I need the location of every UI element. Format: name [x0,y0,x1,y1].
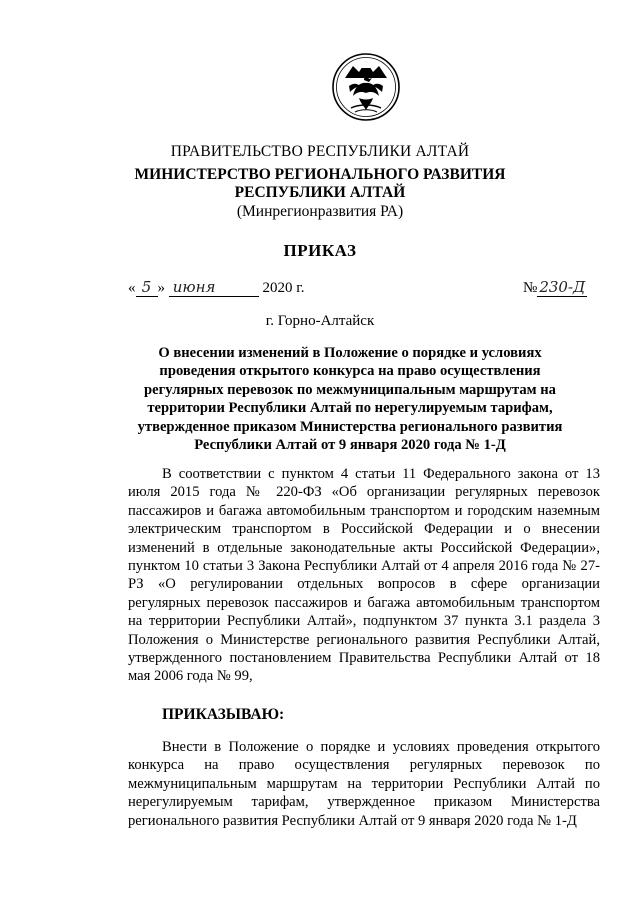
date-open-quote: « [128,280,136,296]
ministry-short-name: (Минрегионразвития РА) [236,203,404,220]
order-subject: О внесении изменений в Положение о порядке и условиях проведения открытого конкурса на право осуществления регулярных перевозок по межмуниципальным маршрутам на территории Республики Алтай по нерегулируемым тарифам, утвержденное приказом Министерства регионального развития Республики Алтай от 9 января 2020 года № 1-Д [137,345,563,454]
order-number [523,278,587,297]
document-type-title: ПРИКАЗ [283,241,357,260]
number-value: 230-Д [539,278,586,296]
date-close-quote: » [157,280,165,296]
date-year: 2020 г. [262,280,305,296]
resolve-heading: ПРИКАЗЫВАЮ: [162,706,285,723]
date-month: июня [169,278,259,297]
republic-altai-emblem-icon [331,52,401,122]
number-prefix: № [523,280,538,296]
government-title: ПРАВИТЕЛЬСТВО РЕСПУБЛИКИ АЛТАЙ [170,143,470,160]
order-date [128,278,304,297]
ministry-name-line-1: МИНИСТЕРСТВО РЕГИОНАЛЬНОГО РАЗВИТИЯ [134,166,506,183]
date-day: 5 [136,278,158,297]
order-text-paragraph: Внести в Положение о порядке и условиях проведения открытого конкурса на право осуществления регулярных перевозок по межмуниципальным маршрутам на территории Республики Алтай по нерегулируемым тарифам, утвержденное приказом Министерства регионального развития Республики Алтай от 9 января 2020 года № 1-Д [128,739,600,829]
ministry-name-line-2: РЕСПУБЛИКИ АЛТАЙ [234,184,406,201]
preamble-paragraph: В соответствии с пунктом 4 статьи 11 Федерального закона от 13 июля 2015 года № 220-ФЗ «Об организации регулярных перевозок пассажиров и багажа автомобильным транспортом и городским наземным электрическим транспортом в Российской Федерации и о внесении изменений в отдельные законодательные акты Российской Федерации», пунктом 10 статьи 3 Закона Республики Алтай от 4 апреля 2016 года № 27-РЗ «О регулировании отдельных вопросов в сфере организации регулярных перевозок пассажиров и багажа автомобильным транспортом на территории Республики Алтай», подпунктом 37 пункта 3.1 раздела 3 Положения о Министерстве регионального развития Республики Алтай, утвержденного постановлением Правительства Республики Алтай от 18 мая 2006 года № 99, [128,466,600,685]
city-name: г. Горно-Алтайск [265,313,375,329]
